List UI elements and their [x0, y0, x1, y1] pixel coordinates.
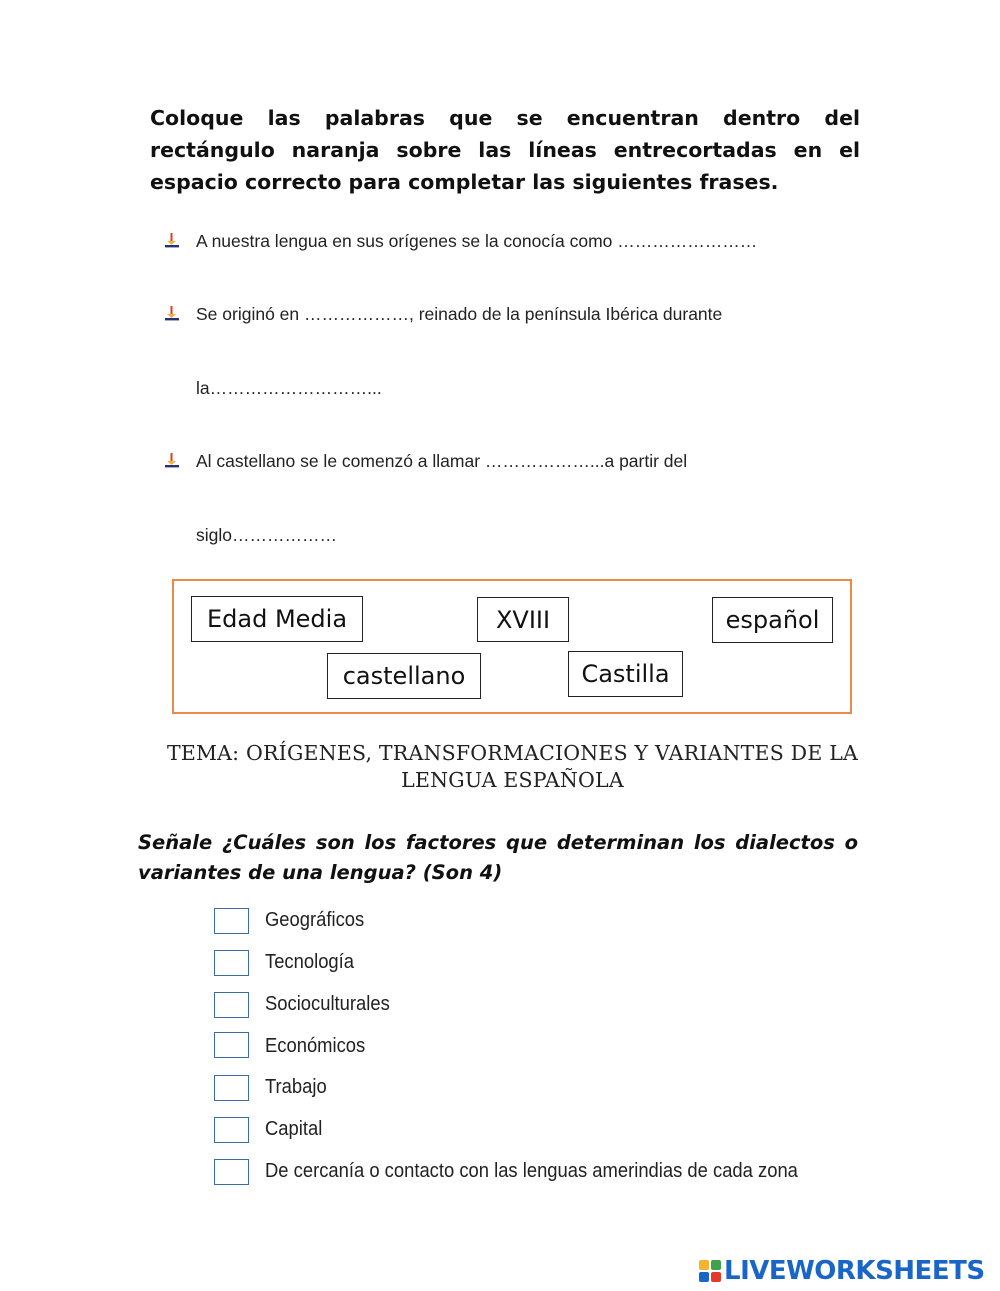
topic-title: [140, 740, 885, 794]
topic-title-line-1: TEMA: ORÍGENES, TRANSFORMACIONES Y VARIANTES DE LA: [166, 741, 859, 765]
liveworksheets-logo: [698, 1256, 985, 1286]
checkbox-capital[interactable]: [214, 1117, 249, 1143]
option-label: De cercanía o contacto con las lenguas amerindias de cada zona: [265, 1160, 798, 1182]
option-label: Económicos: [265, 1035, 366, 1057]
sentence-3: Al castellano se le comenzó a llamar ………………...a partir del: [196, 451, 688, 471]
word-chip-espanol[interactable]: español: [712, 597, 833, 643]
sentence-1: A nuestra lengua en sus orígenes se la conocía como ……………………: [196, 231, 758, 251]
word-chip-edad-media[interactable]: Edad Media: [191, 596, 363, 642]
sentence-2-continuation: la………………………...: [196, 378, 382, 398]
option-label: Trabajo: [265, 1076, 327, 1098]
word-chip-castilla[interactable]: Castilla: [568, 651, 683, 697]
liveworksheets-wordmark: LIVEWORKSHEETS: [724, 1256, 985, 1286]
checkbox-economicos[interactable]: [214, 1032, 249, 1058]
liveworksheets-logo-icon: [698, 1259, 722, 1283]
checkbox-geograficos[interactable]: [214, 908, 249, 934]
option-label: Socioculturales: [265, 993, 390, 1015]
bullet-arrow-icon: [163, 232, 181, 250]
instructions-heading: Coloque las palabras que se encuentran dentro del rectángulo naranja sobre las líneas entrecortadas en el espacio correcto para completar las siguientes frases.: [150, 106, 860, 194]
word-chip-xviii[interactable]: XVIII: [477, 597, 569, 642]
option-label: Geográficos: [265, 909, 365, 931]
bullet-arrow-icon: [163, 305, 181, 323]
question-text: Señale ¿Cuáles son los factores que determinan los dialectos o variantes de una lengua? (Son 4): [138, 831, 858, 884]
word-chip-castellano[interactable]: castellano: [327, 653, 481, 699]
topic-title-line-2: LENGUA ESPAÑOLA: [401, 768, 624, 792]
option-label: Tecnología: [265, 951, 355, 973]
checkbox-tecnologia[interactable]: [214, 950, 249, 976]
sentence-2: Se originó en ………………, reinado de la península Ibérica durante: [196, 304, 723, 324]
sentence-3-continuation: siglo………………: [196, 525, 337, 545]
bullet-arrow-icon: [163, 452, 181, 470]
checkbox-cercania[interactable]: [214, 1159, 249, 1185]
option-label: Capital: [265, 1118, 323, 1140]
checkbox-trabajo[interactable]: [214, 1075, 249, 1101]
checkbox-socioculturales[interactable]: [214, 992, 249, 1018]
